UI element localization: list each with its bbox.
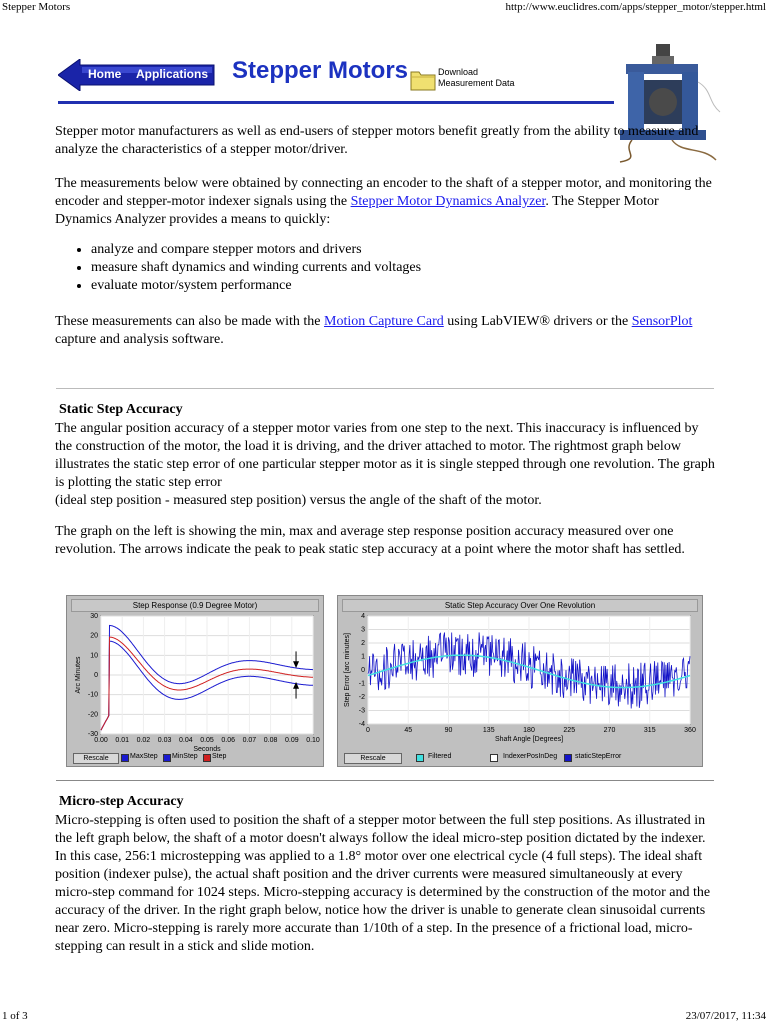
legend-minstep: MinStep	[172, 753, 198, 760]
x-tick-label: 135	[482, 727, 495, 734]
x-tick-label: 0.05	[200, 737, 214, 744]
print-header	[0, 0, 768, 16]
legend-swatch	[416, 754, 424, 762]
x-tick-label: 0	[366, 727, 370, 734]
x-tick-label: 0.00	[94, 737, 108, 744]
title-underline	[58, 101, 614, 104]
legend-indexer: IndexerPosInDeg	[503, 753, 558, 760]
y-tick-label: -2	[358, 694, 365, 701]
x-tick-label: 0.07	[242, 737, 257, 744]
legend-step: Step	[212, 753, 227, 760]
rescale-button[interactable]: Rescale	[73, 753, 119, 764]
x-tick-label: 0.10	[306, 737, 320, 744]
divider	[56, 780, 714, 781]
chart-title: Static Step Accuracy Over One Revolution	[342, 599, 698, 612]
download-measurement-data-link[interactable]	[410, 63, 520, 97]
x-tick-label: 90	[444, 727, 453, 734]
static-step-heading: Static Step Accuracy	[59, 402, 183, 417]
x-tick-label: 0.03	[157, 737, 172, 744]
footer-datetime: 23/07/2017, 11:34	[685, 1010, 766, 1022]
static-paragraph-1b: (ideal step position - measured step position) versus the angle of the shaft of the motor.	[55, 493, 542, 508]
header-url: http://www.euclidres.com/apps/stepper_motor/stepper.html	[505, 1, 766, 13]
legend-swatch	[121, 754, 129, 762]
y-tick-label: 1	[361, 653, 365, 661]
step-response-chart	[67, 596, 323, 766]
x-axis-label: Seconds	[193, 746, 221, 753]
x-tick-label: 0.04	[178, 737, 193, 744]
x-tick-label: 225	[563, 727, 576, 734]
page-title: Stepper Motors	[232, 57, 409, 84]
y-tick-label: 0	[94, 672, 98, 679]
x-tick-label: 315	[643, 727, 656, 734]
x-tick-label: 0.01	[115, 737, 130, 744]
list-item: • measure shaft dynamics and winding currents and voltages	[91, 259, 421, 277]
legend-swatch	[203, 754, 211, 762]
intro-paragraph-2: The measurements below were obtained by connecting an encoder to the shaft of a stepper motor, and monitoring the encoder and stepper-motor indexer signals using the Stepper Motor Dynamics Analyzer. The Stepper Motor Dynamics Analyzer provides a means to quickly:	[55, 176, 712, 227]
print-footer	[0, 1008, 768, 1024]
y-tick-label: -1	[358, 680, 365, 688]
x-tick-label: 360	[684, 727, 696, 734]
static-step-accuracy-window	[337, 595, 703, 767]
measurement-data-label: Measurement Data	[438, 78, 515, 88]
legend-swatch	[163, 754, 171, 762]
header-title: Stepper Motors	[2, 1, 71, 13]
nav-applications-link[interactable]: Applications	[136, 67, 209, 81]
nav-home-link[interactable]: Home	[88, 67, 122, 81]
static-step-accuracy-chart	[338, 596, 702, 766]
x-tick-label: 0.08	[263, 737, 278, 744]
y-tick-label: 3	[361, 626, 365, 634]
y-tick-label: -10	[87, 691, 98, 699]
intro-paragraph-1: Stepper motor manufacturers as well as end-users of stepper motors benefit greatly from the ability to measure and analyze the characteristics of a stepper motor/driver.	[55, 124, 699, 157]
banner	[58, 55, 610, 105]
x-tick-label: 0.06	[221, 737, 236, 744]
list-item: • evaluate motor/system performance	[91, 277, 421, 295]
sensorplot-link[interactable]: SensorPlot	[631, 314, 693, 329]
y-tick-label: -30	[87, 731, 98, 738]
intro-paragraph-3: These measurements can also be made with the Motion Capture Card using LabVIEW® drivers or the SensorPlot capture and analysis software.	[55, 314, 693, 347]
capabilities-list	[55, 241, 421, 295]
y-tick-label: 10	[90, 652, 98, 660]
y-axis-label: Step Error [arc minutes]	[344, 633, 351, 707]
y-tick-label: 30	[90, 613, 98, 620]
motion-capture-card-link[interactable]: Motion Capture Card	[324, 314, 444, 329]
y-tick-label: 0	[361, 667, 365, 674]
y-tick-label: 4	[361, 613, 365, 620]
x-tick-label: 270	[603, 727, 616, 734]
legend-filtered: Filtered	[428, 753, 452, 760]
chart-title: Step Response (0.9 Degree Motor)	[71, 599, 319, 612]
stepper-motor-dynamics-analyzer-link[interactable]: Stepper Motor Dynamics Analyzer	[350, 194, 546, 209]
divider	[56, 388, 714, 389]
y-axis-label: Arc Minutes	[75, 656, 82, 694]
x-tick-label: 180	[523, 727, 535, 734]
x-tick-label: 0.09	[284, 737, 299, 744]
y-tick-label: -3	[358, 707, 365, 715]
legend-swatch	[564, 754, 572, 762]
folder-icon	[410, 67, 436, 91]
micro-step-heading: Micro-step Accuracy	[59, 794, 184, 809]
footer-page-number: 1 of 3	[2, 1010, 28, 1022]
legend-maxstep: MaxStep	[130, 753, 158, 760]
x-tick-label: 0.02	[136, 737, 151, 744]
micro-paragraph: Micro-stepping is often used to position the shaft of a stepper motor between the full step positions. As illustrated in the left graph below, the shaft of a motor doesn't always follow the ideal micro-step position dictated by the indexer. In this case, 256:1 microstepping was applied to a 1.8° motor over one electrical cycle (4 full steps). The ideal shaft position (indexer pulse), the actual shaft position and the driver currents were measured simultaneously at every micro-step command for 1024 steps. Micro-stepping accuracy is determined by the construction of the motor and the accuracy of the driver. In the right graph below, notice how the driver is unable to generate clean sinusoidal currents near zero. Micro-stepping is rarely more accurate than 1/10th of a step. In the presence of a frictional load, micro-stepping can result in a stick and slide motion.	[55, 813, 711, 954]
static-paragraph-2: The graph on the left is showing the min, max and average step response position accuracy measured over one revolution. The arrows indicate the peak to peak static step accuracy at a point where the motor shaft has settled.	[55, 524, 685, 557]
x-axis-label: Shaft Angle [Degrees]	[494, 736, 564, 743]
y-tick-label: 2	[361, 640, 365, 647]
x-tick-label: 45	[404, 727, 413, 734]
y-tick-label: 20	[90, 632, 98, 640]
legend-static-step-error: staticStepError	[575, 753, 622, 760]
legend-swatch	[490, 754, 498, 762]
y-tick-label: -4	[358, 721, 365, 728]
list-item: • analyze and compare stepper motors and drivers	[91, 241, 421, 259]
static-paragraph-1: The angular position accuracy of a stepper motor varies from one step to the next. This inaccuracy is influenced by the construction of the motor, the load it is driving, and the driver attached to motor. The rightmost graph below illustrates the static step error of one particular stepper motor as it is single stepped through one revolution. The graph is plotting the static step error	[55, 421, 715, 490]
step-response-window	[66, 595, 324, 767]
y-tick-label: -20	[87, 711, 98, 719]
download-label: Download	[438, 67, 479, 77]
rescale-button[interactable]: Rescale	[344, 753, 402, 764]
